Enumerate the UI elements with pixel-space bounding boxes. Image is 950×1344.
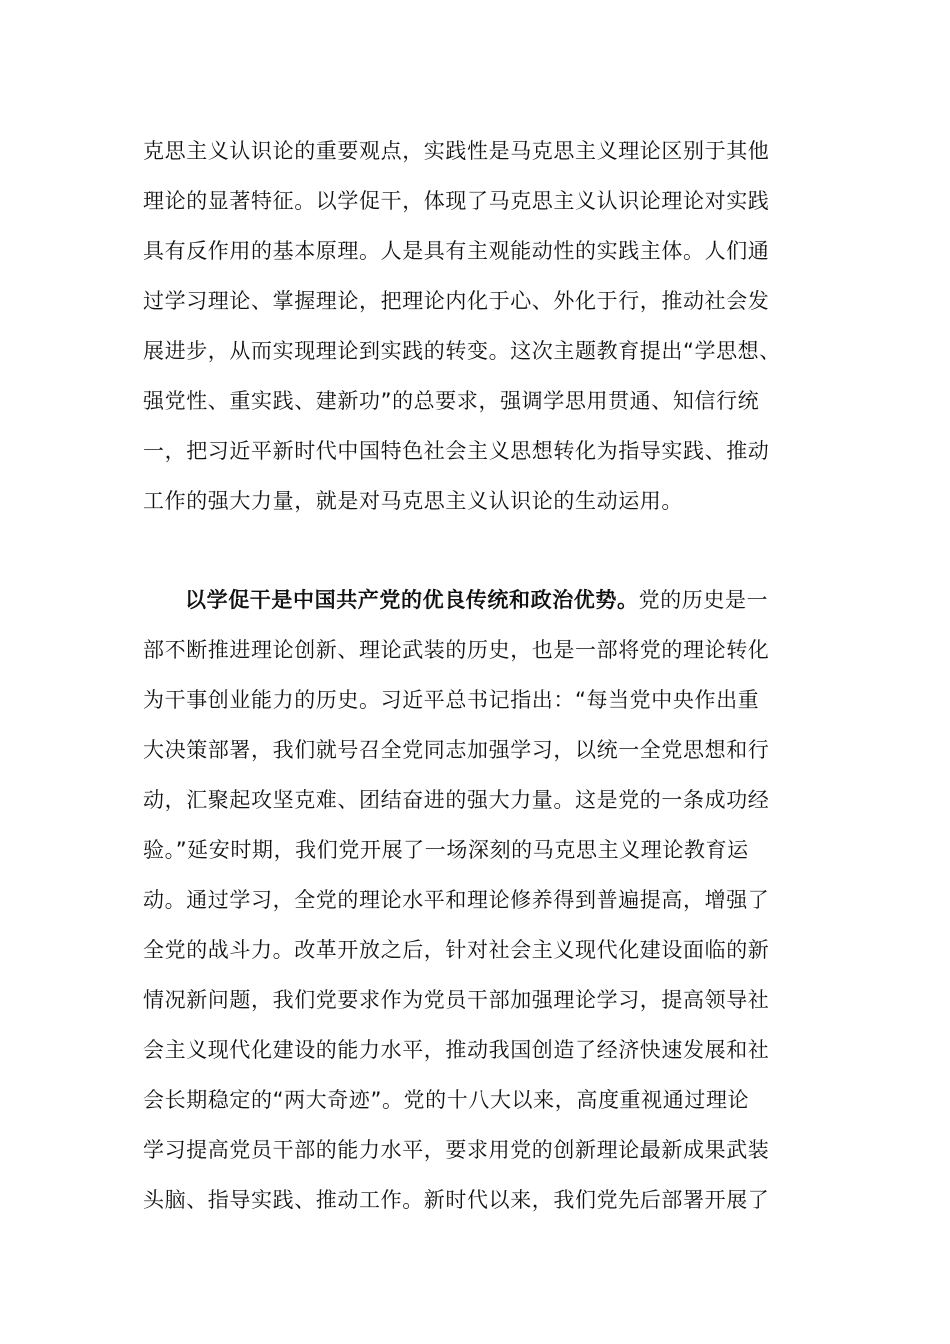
paragraph-line: 工作的强大力量，就是对马克思主义认识论的生动运用。: [143, 489, 683, 513]
paragraph-line: 一，把习近平新时代中国特色社会主义思想转化为指导实践、推动: [143, 439, 770, 463]
paragraph-line: 强党性、重实践、建新功”的总要求，强调学思用贯通、知信行统: [143, 389, 760, 413]
paragraph-line: 会长期稳定的“两大奇迹”。党的十八大以来，高度重视通过理论: [143, 1088, 750, 1112]
paragraph-line: 学习提高党员干部的能力水平，要求用党的创新理论最新成果武装: [143, 1138, 770, 1162]
paragraph-line: 具有反作用的基本原理。人是具有主观能动性的实践主体。人们通: [143, 239, 770, 263]
paragraph-line: 为干事创业能力的历史。习近平总书记指出：“每当党中央作出重: [143, 688, 760, 712]
paragraph-line: 情况新问题，我们党要求作为党员干部加强理论学习，提高领导社: [143, 988, 770, 1012]
paragraph-heading: 以学促干是中国共产党的优良传统和政治优势。: [185, 588, 639, 612]
paragraph-line: 动，汇聚起攻坚克难、团结奋进的强大力量。这是党的一条成功经: [143, 788, 770, 812]
paragraph-2: [143, 575, 808, 1225]
paragraph-line: 动。通过学习，全党的理论水平和理论修养得到普遍提高，增强了: [143, 888, 770, 912]
paragraph-line: 全党的战斗力。改革开放之后，针对社会主义现代化建设面临的新: [143, 938, 770, 962]
paragraph-line: 理论的显著特征。以学促干，体现了马克思主义认识论理论对实践: [143, 189, 770, 213]
paragraph-line: 验。”延安时期，我们党开展了一场深刻的马克思主义理论教育运: [143, 838, 749, 862]
paragraph-line: 头脑、指导实践、推动工作。新时代以来，我们党先后部署开展了: [143, 1188, 770, 1212]
paragraph-line: 大决策部署，我们就号召全党同志加强学习，以统一全党思想和行: [143, 738, 770, 762]
paragraph-lead-rest: 党的历史是一: [638, 588, 769, 612]
paragraph-lead-line: [143, 575, 808, 625]
paragraph-line: 会主义现代化建设的能力水平，推动我国创造了经济快速发展和社: [143, 1038, 770, 1062]
paragraph-1: [143, 126, 808, 526]
paragraph-line: 过学习理论、掌握理论，把理论内化于心、外化于行，推动社会发: [143, 289, 770, 313]
paragraph-line: 部不断推进理论创新、理论武装的历史，也是一部将党的理论转化: [143, 638, 770, 662]
paragraph-line: 克思主义认识论的重要观点，实践性是马克思主义理论区别于其他: [143, 139, 770, 163]
paragraph-line: 展进步，从而实现理论到实践的转变。这次主题教育提出“学思想、: [143, 339, 781, 363]
